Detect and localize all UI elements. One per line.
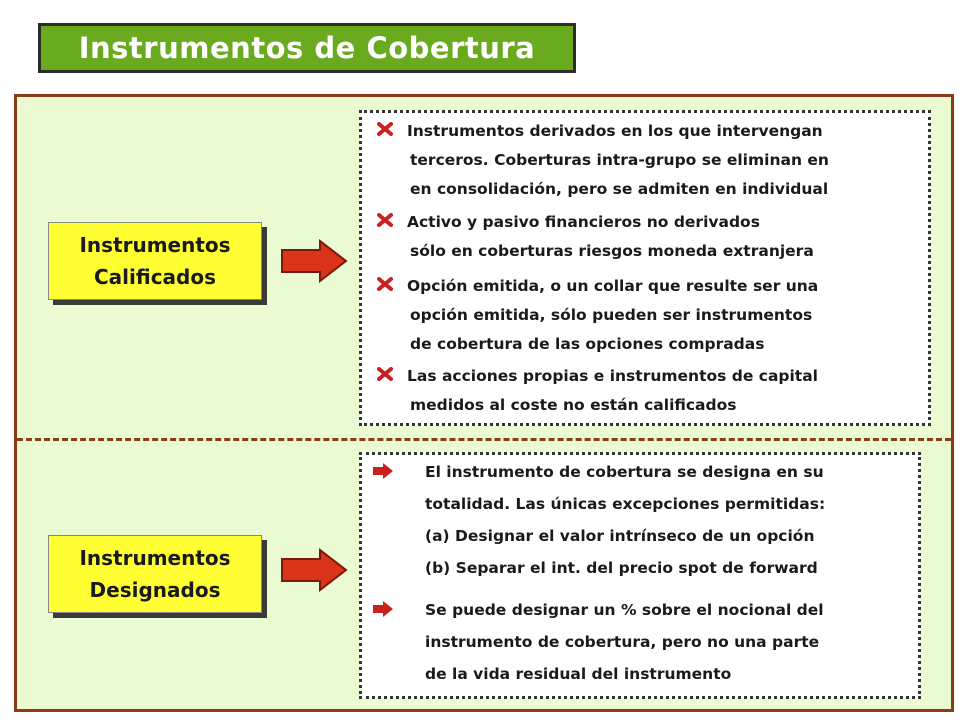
bullet-text-line: medidos al coste no están calificados — [410, 396, 737, 414]
bullet-text-line: Instrumentos derivados en los que intervengan — [407, 122, 823, 140]
x-mark-icon — [377, 276, 393, 295]
bullet-text-line: de la vida residual del instrumento — [425, 665, 732, 683]
designados-label-line2: Designados — [89, 578, 221, 602]
calificados-label-line2: Calificados — [93, 265, 217, 289]
calificados-label-box — [48, 222, 262, 300]
designados-text-box — [359, 452, 921, 699]
bullet-text-line: totalidad. Las únicas excepciones permitidas: — [425, 495, 826, 513]
designados-label-box — [48, 535, 262, 613]
section-divider — [17, 438, 951, 441]
bullet-text-line: Activo y pasivo financieros no derivados — [407, 213, 760, 231]
designados-label-line1: Instrumentos — [79, 546, 231, 570]
right-arrow-icon — [280, 239, 348, 283]
bullet-text-line: de cobertura de las opciones compradas — [410, 335, 765, 353]
title-banner — [38, 23, 576, 73]
red-arrow-icon — [372, 600, 394, 622]
bullet-text-line: (a) Designar el valor intrínseco de un opción — [425, 527, 815, 545]
x-mark-icon — [377, 121, 393, 140]
bullet-text-line: terceros. Coberturas intra-grupo se eliminan en — [410, 151, 829, 169]
bullet-text-line: en consolidación, pero se admiten en individual — [410, 180, 829, 198]
bullet-text-line: instrumento de cobertura, pero no una parte — [425, 633, 820, 651]
bullet-text-line: Se puede designar un % sobre el nocional del — [425, 601, 824, 619]
calificados-label-line1: Instrumentos — [79, 233, 231, 257]
bullet-text-line: opción emitida, sólo pueden ser instrumentos — [410, 306, 813, 324]
red-arrow-icon — [372, 462, 394, 484]
bullet-text-line: Opción emitida, o un collar que resulte ser una — [407, 277, 819, 295]
bullet-text-line: (b) Separar el int. del precio spot de forward — [425, 559, 818, 577]
right-arrow-icon — [280, 548, 348, 592]
bullet-text-line: El instrumento de cobertura se designa en su — [425, 463, 824, 481]
x-mark-icon — [377, 366, 393, 385]
x-mark-icon — [377, 212, 393, 231]
page-title: Instrumentos de Cobertura — [78, 31, 536, 65]
bullet-text-line: Las acciones propias e instrumentos de capital — [407, 367, 818, 385]
bullet-text-line: sólo en coberturas riesgos moneda extranjera — [410, 242, 814, 260]
calificados-text-box — [359, 110, 931, 426]
